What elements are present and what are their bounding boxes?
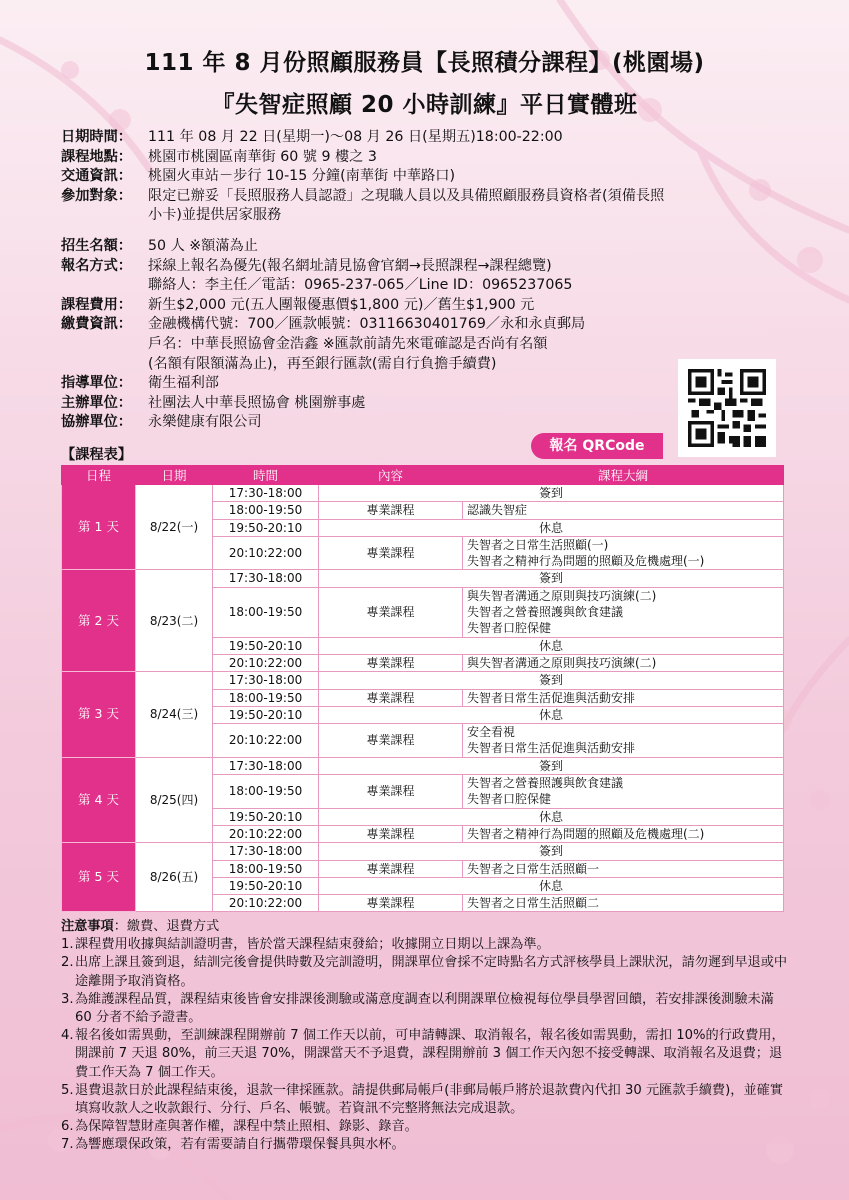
note-number: 7.: [61, 1137, 74, 1153]
date-cell: 8/26(五): [136, 843, 213, 912]
host-label: 主辦單位：: [61, 394, 132, 411]
note-item: [61, 991, 791, 1027]
time-cell: 17:30-18:00: [213, 485, 319, 502]
outline-line: 與失智者溝通之原則與技巧演練(二): [467, 655, 657, 670]
content-cell: 專業課程: [319, 689, 463, 706]
note-number: 4.: [61, 1028, 74, 1044]
qr-code-label: 報名 QRCode: [531, 433, 663, 459]
outline-cell: [463, 502, 784, 519]
contact-value: 聯絡人：李主任／電話：0965-237-065／Line ID：0965237065: [148, 277, 573, 294]
date-value: 111 年 08 月 22 日(星期一)～08 月 26 日(星期五)18:00-22:00: [148, 129, 563, 145]
time-cell: 18:00-19:50: [213, 502, 319, 519]
outline-line: 失智者之精神行為問題的照顧及危機處理(一): [467, 554, 705, 569]
notes-section: [61, 918, 791, 1155]
outline-cell: [463, 587, 784, 637]
time-cell: 17:30-18:00: [213, 672, 319, 689]
notes-heading-bold: 注意事項: [61, 919, 114, 934]
time-cell: 18:00-19:50: [213, 587, 319, 637]
time-cell: 17:30-18:00: [213, 757, 319, 774]
location-label: 課程地點：: [61, 148, 132, 165]
co-label: 協辦單位：: [61, 414, 132, 431]
schedule-table: [61, 465, 784, 912]
time-cell: 18:00-19:50: [213, 860, 319, 877]
content-cell: 專業課程: [319, 860, 463, 877]
outline-cell: 簽到: [319, 485, 784, 502]
transport-value: 桃園火車站－步行 10-15 分鐘(南華街 中華路口): [148, 168, 456, 185]
qr-code-icon: [688, 369, 766, 447]
time-cell: 18:00-19:50: [213, 775, 319, 809]
outline-cell: 簽到: [319, 757, 784, 774]
outline-line: 失智者口腔保健: [467, 621, 552, 636]
time-cell: 20:10:22:00: [213, 825, 319, 842]
note-item: [61, 936, 791, 954]
time-cell: 19:50-20:10: [213, 519, 319, 536]
note-number: 2.: [61, 955, 74, 971]
time-cell: 17:30-18:00: [213, 570, 319, 587]
fee-value: 新生$2,000 元(五人團報優惠價$1,800 元)／舊生$1,900 元: [148, 296, 535, 313]
content-cell: 專業課程: [319, 536, 463, 570]
time-cell: 20:10:22:00: [213, 536, 319, 570]
day-cell: 第 5 天: [62, 843, 136, 912]
note-text: 為保障智慧財產與著作權，課程中禁止照相、錄影、錄音。: [75, 1119, 418, 1135]
outline-cell: [463, 689, 784, 706]
note-number: 1.: [61, 937, 74, 953]
content-cell: 專業課程: [319, 502, 463, 519]
table-row: [62, 843, 784, 860]
day-cell: 第 3 天: [62, 672, 136, 757]
outline-cell: [463, 860, 784, 877]
schedule-title: 【課程表】: [61, 447, 132, 463]
date-cell: 8/25(四): [136, 757, 213, 842]
co-value: 永樂健康有限公司: [148, 414, 262, 431]
outline-line: 失智者日常生活促進與活動安排: [467, 690, 636, 705]
outline-line: 失智者之日常生活照顧一: [467, 861, 600, 876]
quota-label: 招生名額：: [61, 237, 132, 254]
time-cell: 20:10:22:00: [213, 895, 319, 912]
day-cell: 第 1 天: [62, 485, 136, 570]
content-cell: 專業課程: [319, 654, 463, 671]
outline-cell: 休息: [319, 877, 784, 894]
course-info: [61, 128, 781, 433]
outline-cell: 簽到: [319, 570, 784, 587]
payment-label: 繳費資訊：: [61, 316, 132, 333]
guide-label: 指導單位：: [61, 375, 132, 392]
date-label: 日期時間：: [61, 129, 132, 145]
outline-cell: 休息: [319, 808, 784, 825]
time-cell: 18:00-19:50: [213, 689, 319, 706]
signup-qr-code[interactable]: [678, 359, 776, 457]
notes-heading: [61, 918, 791, 936]
time-cell: 20:10:22:00: [213, 724, 319, 758]
content-cell: 專業課程: [319, 895, 463, 912]
outline-line: 失智者之精神行為問題的照顧及危機處理(二): [467, 826, 705, 841]
date-cell: 8/22(一): [136, 485, 213, 570]
outline-line: 失智者之日常生活照顧二: [467, 896, 600, 911]
time-cell: 19:50-20:10: [213, 637, 319, 654]
outline-cell: 休息: [319, 637, 784, 654]
time-cell: 20:10:22:00: [213, 654, 319, 671]
note-text: 為維護課程品質，課程結束後皆會安排課後測驗或滿意度調查以利開課單位檢視每位學員學習回饋，若安排課後測驗未滿 60 分者不給予證書。: [75, 991, 774, 1026]
table-row: [62, 757, 784, 774]
note-text: 課程費用收據與結訓證明書，皆於當天課程結束發給；收據開立日期以上課為準。: [75, 937, 550, 953]
note-number: 3.: [61, 991, 74, 1007]
outline-line: 失智者日常生活促進與活動安排: [467, 741, 636, 756]
date-cell: 8/23(二): [136, 570, 213, 672]
content-cell: 專業課程: [319, 775, 463, 809]
note-number: 6.: [61, 1119, 74, 1135]
note-text: 報名後如需異動，至訓練課程開辦前 7 個工作天以前，可申請轉課、取消報名，報名後如需異動，需扣 10%的行政費用，開課前 7 天退 80%，前三天退 70%，開課當天不予退費，課程開辦前 3 個工作天內恕不接受轉課、取消報名及退費；退費工作天為 7 個工作天。: [75, 1028, 785, 1080]
time-cell: 17:30-18:00: [213, 843, 319, 860]
content-cell: 專業課程: [319, 724, 463, 758]
location-value: 桃園市桃園區南華街 60 號 9 樓之 3: [148, 148, 377, 165]
outline-line: 失智者之日常生活照顧(一): [467, 537, 609, 552]
time-cell: 19:50-20:10: [213, 808, 319, 825]
note-text: 出席上課且簽到退，結訓完後會提供時數及完訓證明，開課單位會採不定時點名方式評核學員上課狀況，請勿遲到早退或中途離開予取消資格。: [75, 955, 788, 989]
col-header-outline: 課程大綱: [463, 466, 784, 485]
outline-line: 失智者口腔保健: [467, 792, 552, 807]
outline-cell: 簽到: [319, 843, 784, 860]
target-value: 限定已辦妥「長照服務人員認證」之現職人員以及具備照顧服務員資格者(須備長照: [148, 187, 665, 204]
outline-line: 與失智者溝通之原則與技巧演練(二): [467, 588, 657, 603]
note-text: 退費退款日於此課程結束後，退款一律採匯款。請提供郵局帳戶(非郵局帳戶將於退款費內代扣 30 元匯款手續費)，並確實填寫收款人之收款銀行、分行、戶名、帳號。若資訊不完整將無法完成退款。: [75, 1082, 784, 1117]
time-cell: 19:50-20:10: [213, 706, 319, 723]
note-item: [61, 954, 791, 990]
outline-line: 失智者之營養照護與飲食建議: [467, 776, 624, 791]
day-cell: 第 4 天: [62, 757, 136, 842]
signup-value: 採線上報名為優先(報名網址請見協會官網→長照課程→課程總覽): [148, 257, 552, 274]
col-header-content: 內容: [319, 466, 463, 485]
content-cell: 專業課程: [319, 825, 463, 842]
time-cell: 19:50-20:10: [213, 877, 319, 894]
schedule-header-row: [62, 466, 784, 485]
payment-value-3: (名額有限額滿為止)，再至銀行匯款(需自行負擔手續費): [148, 355, 497, 372]
fee-label: 課程費用：: [61, 296, 132, 313]
note-item: [61, 1136, 791, 1154]
table-row: [62, 485, 784, 502]
col-header-date: 日期: [136, 466, 213, 485]
day-cell: 第 2 天: [62, 570, 136, 672]
note-item: [61, 1118, 791, 1136]
outline-cell: [463, 825, 784, 842]
guide-value: 衛生福利部: [148, 375, 219, 392]
outline-line: 安全看視: [467, 725, 516, 740]
outline-cell: [463, 775, 784, 809]
outline-cell: [463, 536, 784, 570]
outline-cell: [463, 895, 784, 912]
col-header-time: 時間: [213, 466, 319, 485]
transport-label: 交通資訊：: [61, 168, 132, 185]
target-value-cont: 小卡)並提供居家服務: [148, 207, 282, 224]
payment-value-2: 戶名：中華長照協會金浩鑫 ※匯款前請先來電確認是否尚有名額: [148, 335, 548, 352]
title-line-2: 『失智症照顧 20 小時訓練』平日實體班: [211, 92, 638, 118]
title-line-1: 111 年 8 月份照顧服務員【長照積分課程】(桃園場): [144, 50, 705, 76]
note-item: [61, 1027, 791, 1082]
outline-cell: 簽到: [319, 672, 784, 689]
outline-line: 認識失智症: [467, 503, 528, 518]
col-header-day: 日程: [62, 466, 136, 485]
outline-cell: 休息: [319, 706, 784, 723]
note-number: 5.: [61, 1082, 74, 1098]
outline-cell: [463, 654, 784, 671]
note-item: [61, 1082, 791, 1118]
table-row: [62, 570, 784, 587]
signup-label: 報名方式：: [61, 257, 132, 274]
note-text: 為響應環保政策，若有需要請自行攜帶環保餐具與水杯。: [75, 1137, 405, 1153]
outline-line: 失智者之營養照護與飲食建議: [467, 605, 624, 620]
notes-heading-rest: ：繳費、退費方式: [113, 919, 220, 934]
quota-value: 50 人 ※額滿為止: [148, 237, 258, 254]
outline-cell: [463, 724, 784, 758]
host-value: 社團法人中華長照協會 桃園辦事處: [148, 394, 366, 411]
target-label: 參加對象：: [61, 187, 132, 204]
outline-cell: 休息: [319, 519, 784, 536]
content-cell: 專業課程: [319, 587, 463, 637]
table-row: [62, 672, 784, 689]
date-cell: 8/24(三): [136, 672, 213, 757]
payment-value: 金融機構代號：700／匯款帳號：03116630401769／永和永貞郵局: [148, 316, 586, 333]
